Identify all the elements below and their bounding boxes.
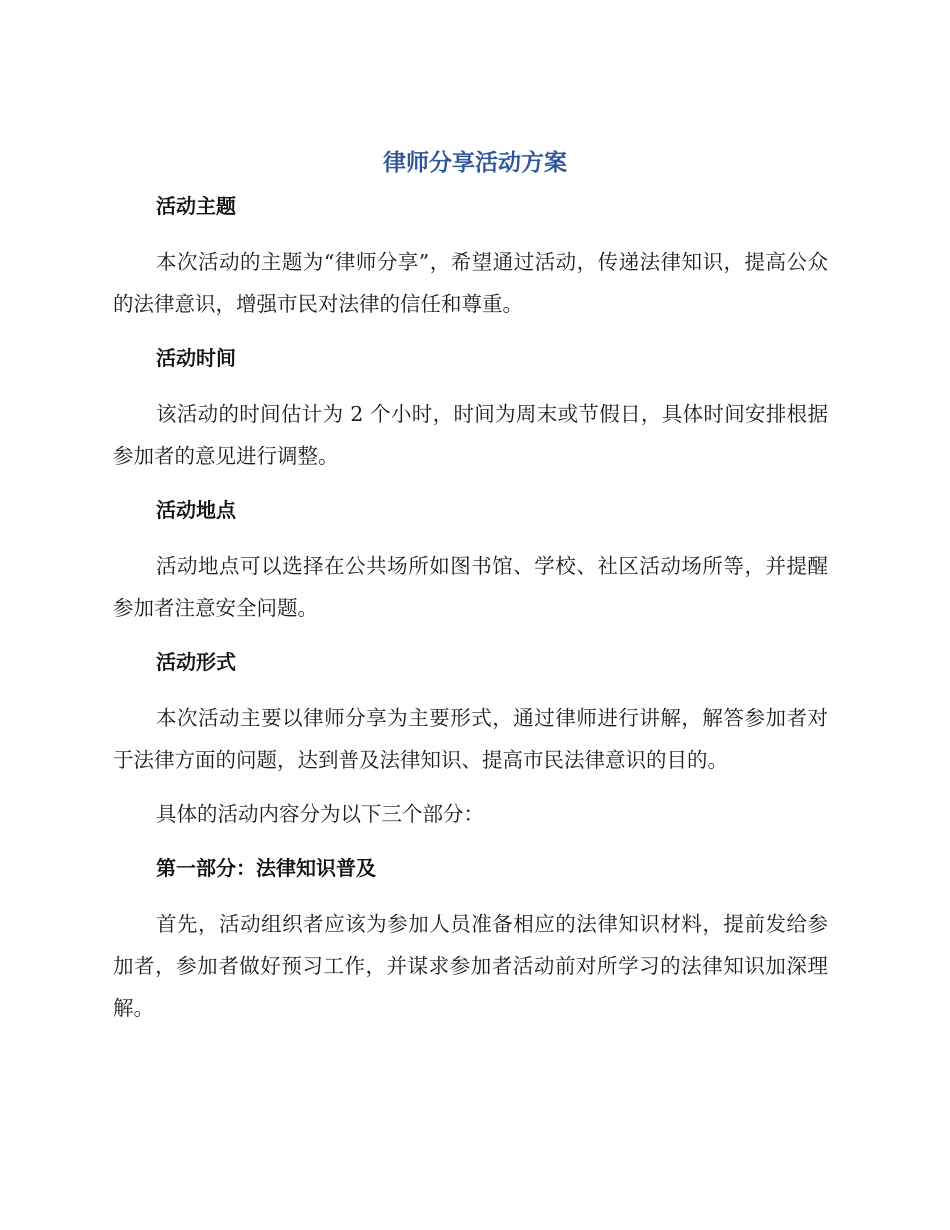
section-heading-part-one: 第一部分：法律知识普及 <box>156 856 376 880</box>
section-paragraph-time: 该活动的时间估计为 2 个小时，时间为周末或节假日，具体时间安排根据参加者的意见进行调整。 <box>113 402 828 468</box>
section-paragraph-location: 活动地点可以选择在公共场所如图书馆、学校、社区活动场所等，并提醒参加者注意安全问题。 <box>113 554 828 620</box>
section-paragraph-part-one: 首先，活动组织者应该为参加人员准备相应的法律知识材料，提前发给参加者，参加者做好预习工作，并谋求参加者活动前对所学习的法律知识加深理解。 <box>113 912 828 1020</box>
section-paragraph-format: 本次活动主要以律师分享为主要形式，通过律师进行讲解，解答参加者对于法律方面的问题，达到普及法律知识、提高市民法律意识的目的。 <box>113 706 828 772</box>
section-paragraph-format-contents: 具体的活动内容分为以下三个部分： <box>156 802 484 826</box>
section-heading-format: 活动形式 <box>156 650 236 674</box>
section-heading-time: 活动时间 <box>156 346 236 370</box>
section-paragraph-theme: 本次活动的主题为“律师分享”，希望通过活动，传递法律知识，提高公众的法律意识，增强市民对法律的信任和尊重。 <box>113 250 828 316</box>
section-heading-location: 活动地点 <box>156 498 236 522</box>
document-title: 律师分享活动方案 <box>383 150 567 176</box>
section-heading-theme: 活动主题 <box>156 194 236 218</box>
